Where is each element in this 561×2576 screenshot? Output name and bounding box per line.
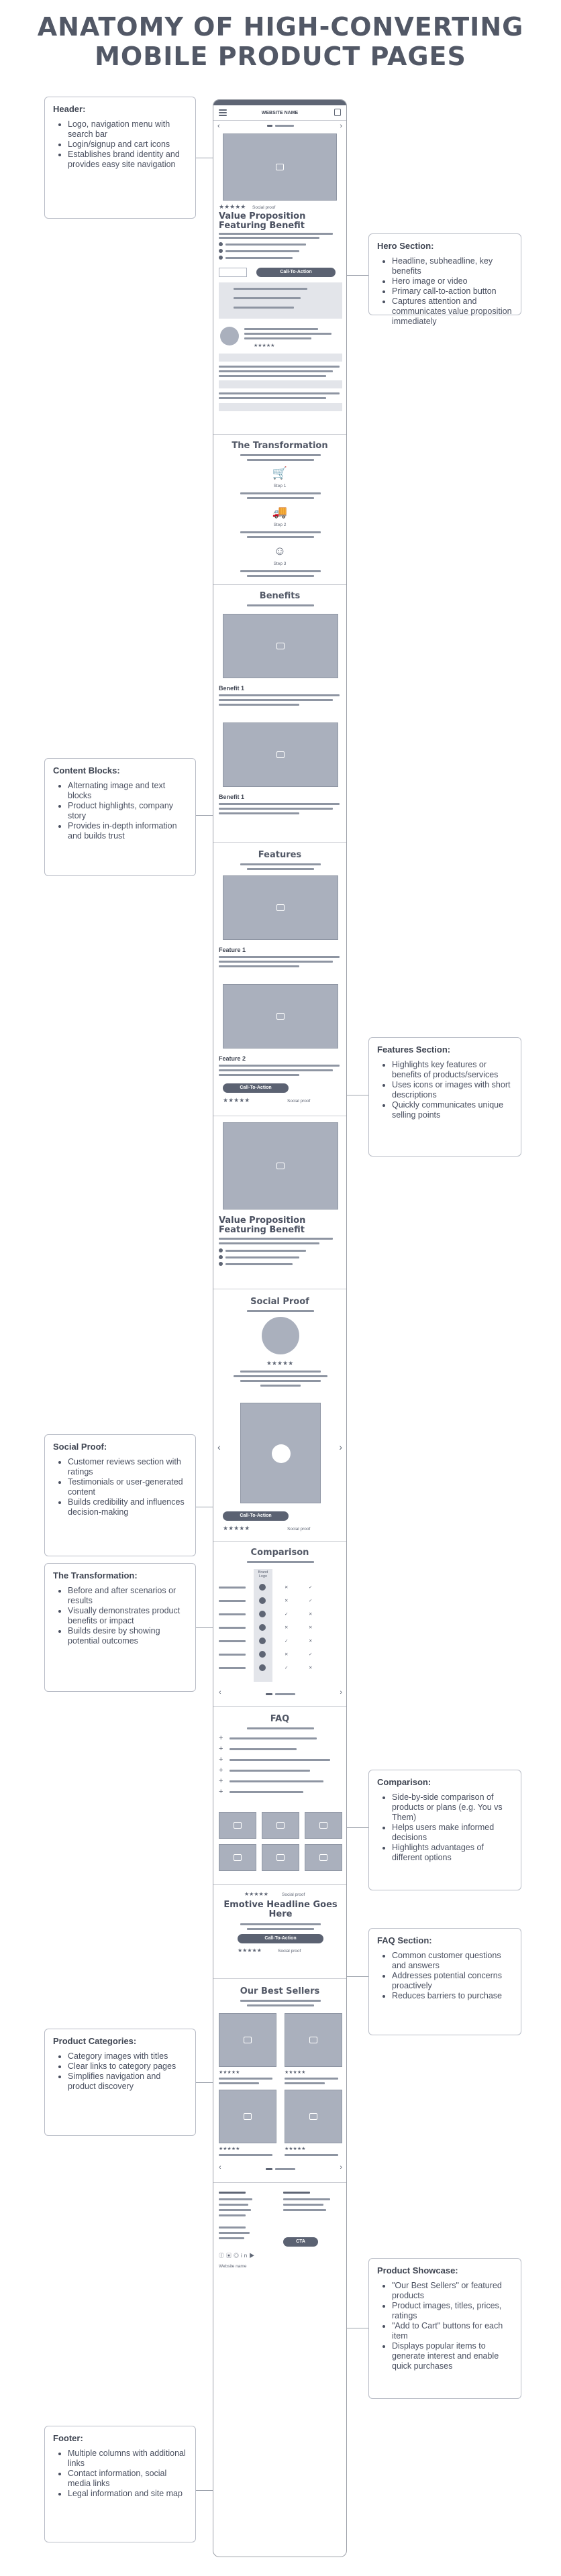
rating-stars: ★★★★★ [244, 1891, 268, 1897]
category-image[interactable] [219, 1812, 256, 1839]
callout-item: • Hero image or video [392, 276, 513, 286]
callout-item: • Simplifies navigation and product discovery [68, 2072, 187, 2092]
callout-item: • Provides in-depth information and builds trust [68, 821, 187, 841]
callout-item: • Headline, subheadline, key benefits [392, 256, 513, 276]
text-line [219, 2078, 272, 2080]
text-line [285, 2078, 338, 2080]
callout-item: • Login/signup and cart icons [68, 140, 187, 150]
phone-mockup [213, 99, 347, 2557]
text-line [219, 965, 299, 967]
rating-stars: ★★★★★ [266, 1360, 294, 1366]
text-line [247, 868, 314, 870]
text-line [247, 1727, 314, 1729]
video-thumbnail[interactable] [240, 1403, 321, 1503]
hero-image [223, 133, 337, 201]
brand-logo-label: Brand Logo [258, 1570, 268, 1578]
callout-item: • Highlights key features or benefits of products/services [392, 1060, 513, 1080]
text-line [244, 333, 332, 335]
website-name[interactable]: WEBSITE NAME [261, 111, 299, 115]
status-bar [213, 100, 346, 105]
callout-hero [368, 233, 521, 326]
callout-header [44, 97, 196, 219]
callout-product-categories [44, 2029, 196, 2136]
features-heading: Features [258, 850, 302, 860]
text-line [219, 1069, 333, 1071]
social-proof-label: Social proof [287, 1527, 311, 1532]
callout-features [368, 1037, 521, 1157]
rating-stars: ★★★★★ [238, 1947, 262, 1953]
step-label: Step 2 [273, 523, 287, 527]
callout-comparison [368, 1770, 521, 1890]
text-line [247, 1310, 314, 1312]
text-line [240, 1380, 321, 1382]
callout-faq [368, 1928, 521, 2035]
social-proof-label: Social proof [287, 1099, 311, 1104]
rating-stars: ★★★★★ [223, 1097, 250, 1104]
text-line [247, 2004, 314, 2006]
benefit-list [219, 1248, 340, 1273]
callout-item: • "Our Best Sellers" or featured products [392, 2281, 513, 2301]
page-title: ANATOMY OF HIGH-CONVERTING MOBILE PRODUCT PAGES [37, 12, 524, 71]
comparison-heading: Comparison [250, 1548, 309, 1558]
callout-title: Product Categories: [53, 2036, 137, 2046]
callout-item: • Side-by-side comparison of products or plans (e.g. You vs Them) [392, 1792, 513, 1823]
rating-stars: ★★★★★ [219, 203, 246, 210]
step-label: Step 3 [273, 561, 287, 566]
callout-item: • Contact information, social media links [68, 2469, 187, 2489]
text-line [240, 2000, 321, 2002]
footer-cta-button[interactable]: CTA [283, 2237, 318, 2247]
text-line [247, 1561, 314, 1563]
image-icon [276, 1013, 285, 1020]
callout-title: Comparison: [377, 1777, 431, 1787]
callout-item: • Before and after scenarios or results [68, 1586, 187, 1606]
text-line [219, 397, 326, 399]
faq-list[interactable]: + + + + + + [219, 1734, 342, 1801]
text-line [219, 956, 340, 958]
callout-item: • Clear links to category pages [68, 2061, 187, 2072]
callout-item: • Visually demonstrates product benefits or impact [68, 1606, 187, 1626]
callout-item: • Builds credibility and influences decision-making [68, 1497, 187, 1517]
text-line [219, 1074, 299, 1076]
transformation-heading: The Transformation [232, 441, 328, 451]
callout-title: Social Proof: [53, 1442, 107, 1452]
category-image[interactable] [219, 1844, 256, 1871]
shipping-info-box [219, 282, 342, 319]
callout-title: Footer: [53, 2433, 83, 2443]
product-card-image[interactable] [285, 2090, 342, 2143]
benefits-heading: Benefits [259, 591, 301, 601]
reviewer-avatar [262, 1317, 299, 1354]
footer-website-name: Website name [219, 2264, 247, 2269]
callout-item: • Legal information and site map [68, 2489, 187, 2499]
section-divider [213, 1978, 346, 1979]
social-proof-heading: Social Proof [250, 1297, 309, 1307]
text-line [219, 812, 299, 814]
faq-heading: FAQ [270, 1714, 290, 1724]
benefit-label: Benefit 1 [219, 685, 245, 692]
callout-item: • Product highlights, company story [68, 801, 187, 821]
callout-item: • Product images, titles, prices, ratings [392, 2301, 513, 2321]
callout-item: • Addresses potential concerns proactively [392, 1971, 513, 1991]
product-card-image[interactable] [219, 2090, 276, 2143]
image-icon [309, 2113, 317, 2120]
section-divider [213, 434, 346, 435]
callout-product-showcase [368, 2258, 521, 2399]
text-line [240, 1371, 321, 1373]
rating-stars: ★★★★★ [219, 2070, 240, 2075]
callout-title: FAQ Section: [377, 1935, 432, 1945]
smile-icon: ☺ [273, 544, 287, 557]
text-line [219, 2154, 272, 2156]
image-icon [276, 904, 285, 911]
text-line [219, 237, 319, 239]
product-image [223, 1122, 338, 1210]
section-divider [213, 1541, 346, 1542]
play-icon[interactable] [272, 1444, 291, 1463]
callout-item: • Builds desire by showing potential outcomes [68, 1626, 187, 1646]
text-line [247, 575, 314, 577]
chevron-right-icon[interactable]: › [339, 1442, 342, 1452]
carousel-indicator [267, 125, 294, 127]
emotive-headline: Emotive Headline Goes Here [223, 1900, 338, 1919]
chevron-right-icon[interactable]: › [340, 122, 342, 130]
rating-stars: ★★★★★ [285, 2070, 306, 2075]
image-icon [244, 2113, 252, 2120]
bestsellers-pager[interactable]: ‹ › [219, 2163, 342, 2171]
text-line [219, 366, 340, 368]
text-line [244, 337, 311, 339]
accordion-item[interactable] [219, 403, 342, 411]
callout-title: The Transformation: [53, 1570, 138, 1580]
benefit-image [223, 722, 338, 787]
text-line [219, 803, 340, 805]
product-card-image[interactable] [285, 2013, 342, 2067]
text-line [285, 2082, 325, 2084]
image-icon [319, 1822, 327, 1829]
feature-image [223, 875, 338, 940]
text-line [219, 699, 333, 701]
text-line [219, 808, 333, 810]
feature-image [223, 984, 338, 1049]
callout-item: • Primary call-to-action button [392, 286, 513, 297]
rating-stars: ★★★★★ [285, 2147, 306, 2151]
text-line [247, 604, 314, 606]
quantity-select[interactable] [219, 268, 247, 277]
category-image[interactable] [305, 1812, 342, 1839]
connector-line [347, 275, 368, 276]
text-line [240, 863, 321, 865]
feature-label: Feature 1 [219, 947, 246, 953]
image-icon [276, 751, 285, 758]
callout-content-blocks [44, 758, 196, 876]
section-divider [213, 1884, 346, 1885]
section-divider [213, 1706, 346, 1707]
text-line [219, 370, 333, 372]
cart-icon: 🛒 [272, 466, 288, 480]
benefit-image [223, 614, 338, 678]
text-line [244, 328, 318, 330]
rating-stars: ★★★★★ [254, 343, 275, 348]
social-proof-label: Social proof [278, 1949, 301, 1953]
callout-item: • Displays popular items to generate interest and enable quick purchases [392, 2341, 513, 2371]
image-icon [234, 1854, 242, 1861]
callout-item: • Highlights advantages of different options [392, 1843, 513, 1863]
text-line [219, 704, 299, 706]
callout-title: Product Showcase: [377, 2265, 458, 2275]
callout-item: • Reduces barriers to purchase [392, 1991, 513, 2001]
chevron-left-icon[interactable]: ‹ [217, 1442, 221, 1452]
chevron-left-icon[interactable]: ‹ [217, 122, 220, 130]
image-icon [276, 1163, 285, 1169]
callout-item: • Establishes brand identity and provides easy site navigation [68, 150, 187, 170]
callout-item: • Logo, navigation menu with search bar [68, 119, 187, 140]
features-cta-button[interactable]: Call-To-Action [223, 1083, 289, 1093]
rating-stars: ★★★★★ [219, 2147, 240, 2151]
text-line [240, 570, 321, 572]
text-line [247, 1928, 314, 1930]
image-icon [276, 164, 284, 170]
social-proof-label: Social proof [252, 205, 276, 210]
category-image[interactable] [262, 1844, 299, 1871]
callout-title: Header: [53, 104, 86, 114]
text-line [285, 2154, 338, 2156]
truck-icon: 🚚 [272, 505, 288, 519]
callout-item: • "Add to Cart" buttons for each item [392, 2321, 513, 2341]
text-line [240, 1923, 321, 1925]
comparison-table: ✕ ✓ ✕ ✓ ✓ ✕ ✕ ✕ ✓ ✕ ✕ ✓ ✓ ✕ [219, 1581, 342, 1682]
social-proof-label: Social proof [282, 1892, 305, 1897]
callout-title: Content Blocks: [53, 765, 120, 775]
text-line [234, 1375, 327, 1377]
text-line [219, 1242, 319, 1244]
callout-footer [44, 2426, 196, 2542]
callout-item: • Helps users make informed decisions [392, 1823, 513, 1843]
callout-item: • Multiple columns with additional links [68, 2449, 187, 2469]
text-line [247, 536, 314, 538]
step-label: Step 1 [273, 484, 287, 488]
callout-item: • Category images with titles [68, 2051, 187, 2061]
hero-headline: Value Proposition Featuring Benefit [219, 211, 306, 231]
image-icon [309, 2037, 317, 2043]
image-icon [276, 1854, 285, 1861]
text-line [219, 694, 340, 696]
callout-transformation [44, 1563, 196, 1692]
value-prop-headline: Value Proposition Featuring Benefit [219, 1216, 306, 1235]
callout-item: • Quickly communicates unique selling points [392, 1100, 513, 1120]
callout-title: Features Section: [377, 1044, 451, 1055]
section-divider [213, 842, 346, 843]
product-card-image[interactable] [219, 2013, 276, 2067]
category-image[interactable] [305, 1844, 342, 1871]
hero-cta-button[interactable]: Call-To-Action [256, 268, 336, 277]
social-media-icons[interactable]: ⓕ▣◎in▶ [219, 2253, 257, 2259]
callout-item: • Captures attention and communicates value proposition immediately [392, 297, 513, 327]
callout-item: • Customer reviews section with ratings [68, 1457, 187, 1477]
callout-item: • Testimonials or user-generated content [68, 1477, 187, 1497]
accordion-item[interactable] [219, 380, 342, 388]
image-icon [234, 1822, 242, 1829]
text-line [247, 497, 314, 499]
text-line [219, 375, 326, 377]
avatar [220, 327, 239, 345]
image-icon [244, 2037, 252, 2043]
feature-label: Feature 2 [219, 1055, 246, 1062]
image-icon [276, 1822, 285, 1829]
text-line [240, 492, 321, 494]
benefit-label: Benefit 1 [219, 794, 245, 800]
cart-icon[interactable] [334, 109, 341, 116]
text-line [219, 1238, 333, 1240]
text-line [219, 1065, 340, 1067]
footer-columns [219, 2192, 342, 2272]
benefit-list [219, 242, 340, 266]
callout-item: • Alternating image and text blocks [68, 781, 187, 801]
text-line [247, 459, 314, 461]
comparison-pager[interactable]: ‹ › [219, 1688, 342, 1697]
text-line [219, 961, 333, 963]
emotive-cta-button[interactable]: Call-To-Action [238, 1934, 323, 1943]
callout-social-proof [44, 1434, 196, 1556]
accordion-item[interactable] [219, 354, 342, 362]
callout-title: Hero Section: [377, 241, 434, 251]
callout-item: • Common customer questions and answers [392, 1951, 513, 1971]
text-line [219, 2082, 259, 2084]
text-line [219, 392, 340, 394]
rating-stars: ★★★★★ [223, 1525, 250, 1532]
text-line [240, 454, 321, 456]
category-image[interactable] [262, 1812, 299, 1839]
image-icon [276, 643, 285, 649]
text-line [260, 1385, 301, 1387]
text-line [219, 233, 333, 235]
image-icon [319, 1854, 327, 1861]
section-divider [213, 584, 346, 585]
text-line [240, 531, 321, 533]
social-cta-button[interactable]: Call-To-Action [223, 1511, 289, 1521]
callout-item: • Uses icons or images with short descriptions [392, 1080, 513, 1100]
bestsellers-heading: Our Best Sellers [240, 1986, 320, 1996]
footer-divider [213, 2182, 346, 2183]
header-divider [213, 120, 346, 121]
